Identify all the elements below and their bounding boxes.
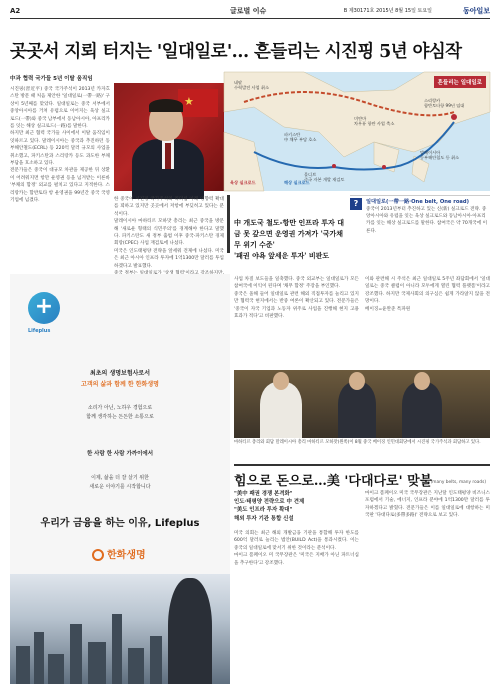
map-label-pakistan: 파키스탄 中 채무 부담 호소 <box>284 132 317 142</box>
ad-slogan: 우리가 금융을 하는 이유, Lifeplus <box>40 518 200 529</box>
building <box>34 632 44 684</box>
belt-road-map <box>224 72 490 191</box>
building <box>70 624 82 684</box>
secondary-headline-text: 中 개도국 철도-항만 인프라 투자 대금 못 갚으면 운영권 가져가 '국가채무 위기 수준' '패권 야욕 앞세운 투자' 비판도 <box>234 218 344 260</box>
map-label-srilanka: 스리랑카 함반토타항 99년 임대 <box>424 98 465 108</box>
ad-brand: Lifeplus <box>28 328 51 334</box>
page-number: A2 <box>10 7 21 15</box>
map-legend-land: 육상 실크로드 <box>230 180 256 185</box>
building <box>112 614 122 684</box>
article-column-3: 사업 차질 보도들을 일축했다. 중국 외교부는 일대일로가 모든 참여국에 이익이 된다며 '채무 함정' 주장을 부인했다. 중국은 올해 들어 일대일로 관련 해외 직접투자를 늘리고 있지만 협력국 현지에서는 반중 여론이 확산되고 있다. 전문가들은 '중국이 자국 기업과 노동자 위주로 사업을 진행해 현지 고용 효과가 적다'고 비판했다. <box>234 277 359 320</box>
headline-tag: (many belts, many roads) <box>430 480 486 485</box>
ad-line-4: 한 사람 한 사람 가까이에서 <box>86 451 154 457</box>
lifeplus-logo-icon: + <box>28 292 60 324</box>
glossary-term: 일대일로(一帶一路·One belt, One road) <box>366 199 469 205</box>
glossary-text: 중국이 2013년부터 추진하고 있는 신(新) 실크로드 전략. 중앙아시아와 유럽을 잇는 육상 실크로드와 동남아시아·아프리카를 잇는 해상 실크로드를 말한다. 참여국은 약 70개국에 이른다. <box>366 207 488 234</box>
building <box>150 636 162 684</box>
article-column-6: 마이크 폼페이오 미국 국무장관은 지난달 인도태평양 비즈니스 포럼에서 기술, 에너지, 인프라 분야에 1억1300만 달러를 투자하겠다고 밝혔다. 전문가들은 이를 일대일로에 대항하는 미국판 '다대다로(多帶多路)' 전략으로 보고 있다. <box>365 491 490 519</box>
person-figure <box>260 382 302 438</box>
ad-line-3: 소리가 아닌, 노하우 경험으로 함께 생각하는 든든한 소통으로 <box>86 405 154 420</box>
secondary-headline <box>234 195 346 261</box>
question-icon: ? <box>350 198 362 210</box>
ad-line-1: 최초의 생명보험사로서 <box>89 370 151 377</box>
article-column-4: 이와 관련해 시 주석은 최근 일대일로 5주년 좌담회에서 '일대일로는 중국 클럽이 아니라 모두에게 열린 협력 플랫폼'이라고 강조했다. 하지만 국제사회의 의구심은 쉽게 가라앉지 않을 전망이다. 베이징=윤완준 특파원 <box>365 277 490 312</box>
building <box>88 642 106 684</box>
photo1-caption: 시진핑 중국 국가주석 <box>231 259 272 264</box>
glossary-box <box>350 195 490 274</box>
map-label-nepal: 네팔 수력발전 사업 취소 <box>234 80 270 90</box>
building <box>16 646 30 684</box>
page-header <box>10 5 490 19</box>
newspaper-brand: 동아일보 <box>462 7 490 15</box>
ad-line-2: 고객의 삶과 함께 한 한화생명 <box>81 381 159 388</box>
hanwha-name: 한화생명 <box>107 550 146 561</box>
article-column-5: 미국 의회는 최근 해외 개발금융 기관을 통합해 투자 한도를 600억 달러로 늘리는 법안(BUILD Act)을 통과시켰다. 이는 중국의 일대일로에 맞서기 위한 것이라는 분석이다. 마이크 폼페이오 미 국무장관은 '미국은 지배가 아닌 파트너십을 추구한다'고 강조했다. <box>234 531 359 566</box>
person-head <box>349 372 365 390</box>
hanwha-logo <box>92 546 146 561</box>
person-head <box>414 372 430 390</box>
person-head <box>273 372 289 390</box>
map-legend-sea: 해상 실크로드 <box>284 180 310 185</box>
issue-date: B 제30171호 2015년 8월 15일 토요일 <box>343 8 432 14</box>
person-figure <box>402 382 442 438</box>
pull-quote: "美中 패권 경쟁 본격화" 인도·태평양 전략으로 中 견제 "美도 인프라 투자 확대" 해외 투자 기관 통합 신설 <box>234 491 305 522</box>
advertisement[interactable] <box>10 274 230 684</box>
map-label-maldives: 몰디브 중국 자본 개발 재검토 <box>304 172 345 182</box>
tertiary-headline-text: 힘으로 돈으로…美 '다대다로' 맞불 <box>234 474 433 489</box>
meeting-photo <box>234 370 490 438</box>
flag-icon: ★ <box>178 89 218 117</box>
subheadline <box>10 74 210 82</box>
map-label-malaysia: 말레이시아 동부해안철도 등 취소 <box>420 150 460 160</box>
person-figure <box>338 382 376 438</box>
hair-shape <box>149 99 183 112</box>
main-headline: 곳곳서 지뢰 터지는 '일대일로'… 흔들리는 시진핑 5년 야심작 <box>10 42 462 62</box>
section-title: 글로벌 이슈 <box>230 7 267 15</box>
tertiary-headline <box>234 464 490 489</box>
building <box>48 654 64 684</box>
hanwha-ring-icon <box>92 549 104 561</box>
photo2-caption: 마하티르 총리와 회담 말레이시아 총리 마하티르 모하맛(왼쪽)이 8월 중국 베이징 인민대회당에서 시진핑 국가주석과 회담하고 있다. <box>234 440 481 445</box>
article-column-2: 한 중국이 시진핑 국가주석의 리더십 아래 영향력 확대를 꾀하고 있지만 곳곳에서 저항에 부딪히고 있다는 분석이다. 말레이시아 마하티르 모하맛 총리는 최근 중국을 방문해 '새로운 형태의 식민주의'를 경계해야 한다고 말했다. 파키스탄도 새 정부 출범 이후 중국-파키스탄 경제회랑(CPEC) 사업 재검토에 나섰다. 미국은 인도태평양 전략을 앞세워 견제에 나섰다. 미국은 최근 아시아 인프라 투자에 1억1300만 달러를 투입하겠다고 발표했다. <box>114 197 224 269</box>
map-label-myanmar: 미얀마 차우퓨 항만 사업 축소 <box>354 116 395 126</box>
map-title: 흔들리는 일대일로 <box>434 76 486 88</box>
subheadline-text: 中과 협력 국가들 5년 이탈 움직임 <box>10 76 93 82</box>
man-silhouette <box>168 578 212 684</box>
ad-line-5: 이제, 삶을 더 잘 살기 위한 새로운 이야기를 시작합니다 <box>89 475 151 490</box>
headline-bar <box>227 195 230 253</box>
building <box>128 648 144 684</box>
article-column-1: 시진핑(習近平) 중국 국가주석이 2013년 카자흐스탄 방문 때 처음 제안한 '일대일로(一帶一路)' 구상이 5년째를 맞았다. 일대일로는 중국 서부에서 중앙아시아를 거쳐 유럽으로 이어지는 육상 실크로드(一帶)와 중국 남부에서 동남아시아, 아프리카를 잇는 해상 실크로드(一路)를 말한다. 하지만 최근 협력 국가들 사이에서 이탈 움직임이 잇따르고 있다. 말레이시아는 중국과 추진하던 동부해안철도(ECRL) 등 220억 달러 규모의 사업을 취소했고, 파키스탄과 스리랑카 등도 과도한 부채 부담을 호소하고 있다. 전문가들은 중국이 대규모 차관을 제공한 뒤 상환이 어려워지면 항만 운영권 등을 넘겨받는 이른바 '부채의 함정' 외교를 펼치고 있다고 지적한다. 스리랑카는 함반토타 항 운영권을 99년간 중국 국영기업에 넘겼다. <box>10 87 110 204</box>
tie-shape <box>165 143 171 169</box>
